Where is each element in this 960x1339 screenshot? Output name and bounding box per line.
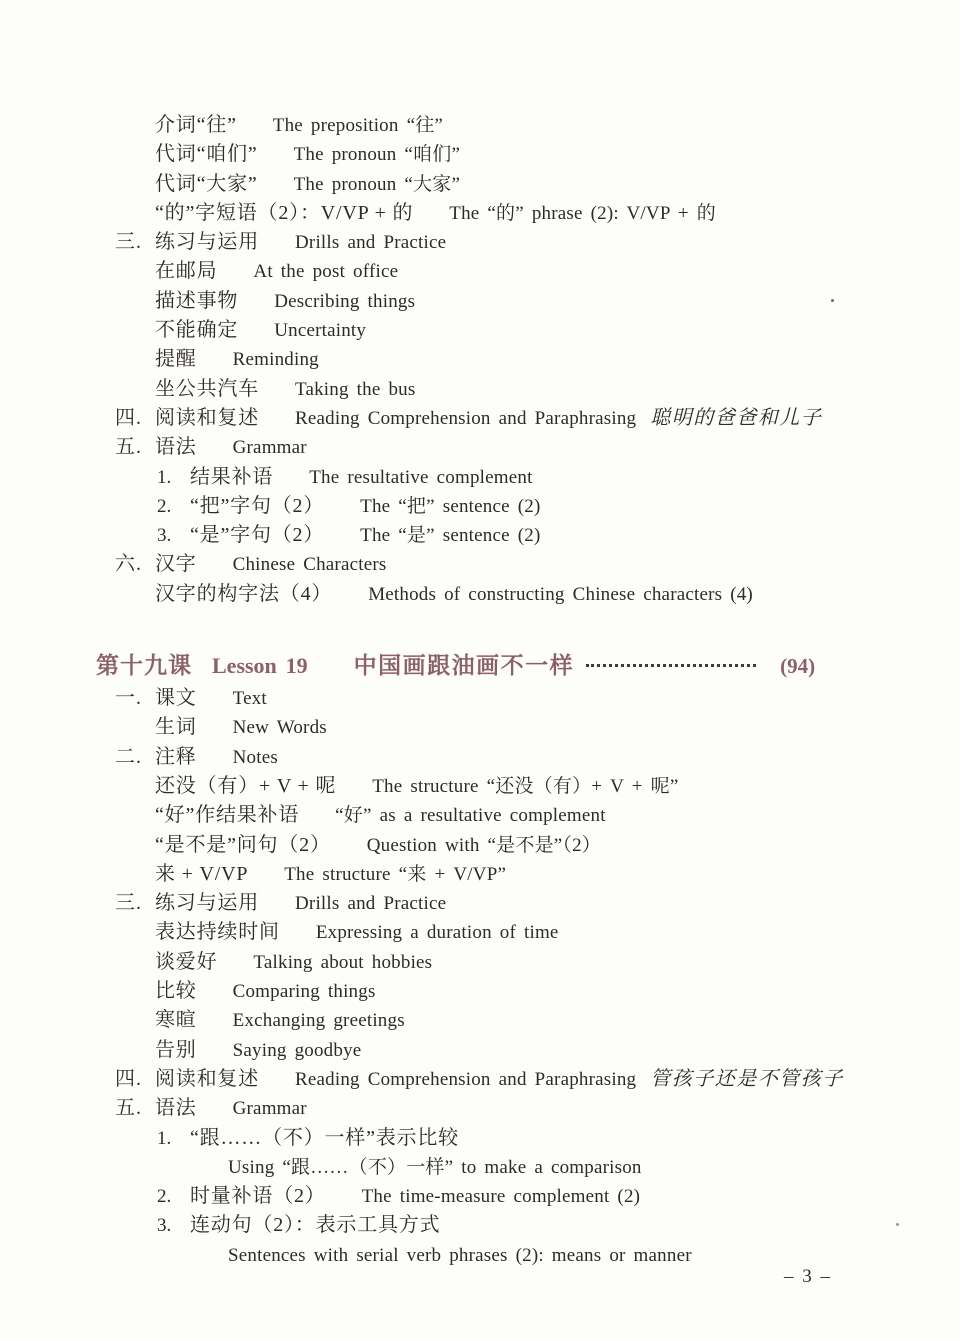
chinese-text: 连动句（2）：表示工具方式 (190, 1214, 441, 1237)
lesson-title-chinese: 中国画跟油画不一样 (353, 653, 575, 679)
english-text: The resultative complement (309, 466, 533, 488)
toc-line (0, 170, 960, 199)
chinese-text: 语法 (155, 1097, 197, 1120)
toc-line (0, 316, 960, 345)
toc-line (0, 918, 960, 947)
english-text: The time-measure complement (2) (361, 1186, 641, 1208)
english-text: Taking the bus (295, 378, 416, 400)
english-text: Using “跟……（不）一样” to make a comparison (228, 1156, 642, 1178)
english-text: New Words (232, 717, 327, 739)
english-text: Text (232, 688, 267, 710)
section-marker: 二. (115, 745, 142, 768)
chinese-text: “好”作结果补语 (155, 804, 300, 827)
section-marker: 四. (115, 1067, 142, 1090)
english-text: Expressing a duration of time (315, 922, 559, 944)
lesson-number-chinese: 第十九课 (96, 653, 192, 679)
toc-line (0, 889, 960, 918)
chinese-text: 还没（有）+ V + 呢 (155, 774, 337, 797)
chinese-text: 汉字 (155, 553, 197, 576)
chinese-text: 语法 (155, 436, 197, 459)
chinese-text: “是”字句（2） (190, 524, 325, 547)
lesson-number-english: Lesson 19 (212, 653, 308, 679)
toc-line (0, 1036, 960, 1065)
chinese-text: 介词“往” (155, 114, 237, 136)
chinese-text: 阅读和复述 (155, 406, 259, 429)
lesson-page-reference: (94) (780, 654, 816, 679)
toc-line (0, 404, 960, 433)
toc-line (0, 521, 960, 550)
lesson-19-heading (0, 647, 960, 680)
chinese-text: “的”字短语（2）：V/VP + 的 (155, 201, 414, 224)
english-text: Saying goodbye (232, 1039, 362, 1061)
toc-line (0, 375, 960, 404)
chinese-text: 坐公共汽车 (155, 377, 259, 400)
chinese-text: 汉字的构字法（4） (155, 582, 333, 605)
toc-line (0, 977, 960, 1006)
english-text: Drills and Practice (295, 232, 447, 254)
english-text: “好” as a resultative complement (335, 805, 606, 827)
english-text: The preposition “往” (272, 115, 444, 136)
scan-speck (896, 1223, 899, 1226)
english-text: Grammar (232, 1098, 307, 1120)
toc-line (0, 1182, 960, 1211)
chinese-text: 告别 (155, 1038, 197, 1061)
english-text: Reminding (232, 349, 319, 371)
english-text: The “的” phrase (2): V/VP + 的 (449, 202, 716, 224)
section-marker: 一. (115, 687, 142, 710)
english-text: Uncertainty (274, 320, 367, 342)
toc-line (0, 831, 960, 860)
chinese-text: 来 + V/VP (155, 862, 249, 885)
english-text: The structure “来 + V/VP” (284, 863, 507, 885)
item-number: 1. (157, 466, 172, 488)
chinese-text: “跟……（不）一样”表示比较 (190, 1126, 459, 1149)
english-text: Grammar (232, 437, 307, 459)
toc-line (0, 948, 960, 977)
toc-line (0, 801, 960, 830)
section-marker: 三. (115, 892, 142, 915)
toc-line (0, 580, 960, 609)
toc-line (0, 860, 960, 889)
chinese-text: 描述事物 (155, 289, 239, 312)
chinese-text: 代词“大家” (155, 172, 258, 195)
english-text: Reading Comprehension and Paraphrasing (295, 407, 637, 429)
toc-line (0, 1094, 960, 1123)
item-number: 2. (157, 495, 172, 517)
section-marker: 五. (115, 1097, 142, 1120)
lesson-19-contents-list (0, 684, 960, 1270)
chinese-text: 比较 (155, 980, 197, 1003)
toc-line (0, 228, 960, 257)
item-number: 3. (157, 525, 172, 547)
chinese-text: 阅读和复述 (155, 1067, 259, 1090)
chinese-text: “把”字句（2） (190, 494, 325, 517)
english-text: Notes (232, 746, 278, 768)
chinese-text: 课文 (155, 687, 197, 710)
toc-line (0, 287, 960, 316)
toc-line (0, 199, 960, 228)
chinese-text: 表达持续时间 (155, 921, 280, 944)
chinese-text: 结果补语 (190, 465, 274, 488)
toc-line (0, 492, 960, 521)
english-text: The “把” sentence (2) (360, 495, 541, 517)
section-marker: 五. (115, 436, 142, 459)
reading-passage-title: 聪明的爸爸和儿子 (650, 406, 823, 429)
lesson-18-contents-list (0, 111, 960, 609)
toc-line (0, 345, 960, 374)
chinese-text: “是不是”问句（2） (155, 833, 331, 856)
chinese-text: 练习与运用 (155, 892, 259, 915)
chinese-text: 寒暄 (155, 1009, 197, 1032)
chinese-text: 提醒 (155, 348, 197, 371)
toc-line (0, 550, 960, 579)
english-text: At the post office (253, 261, 399, 283)
toc-line (0, 111, 960, 140)
chinese-text: 谈爱好 (155, 950, 218, 973)
chinese-text: 不能确定 (155, 319, 239, 342)
toc-line (0, 772, 960, 801)
chinese-text: 注释 (155, 745, 197, 768)
toc-line (0, 743, 960, 772)
chinese-text: 时量补语（2） (190, 1185, 326, 1208)
english-text: The pronoun “咱们” (293, 144, 461, 166)
chinese-text: 代词“咱们” (155, 143, 258, 166)
dot-leader (586, 664, 756, 667)
section-marker: 六. (115, 553, 142, 576)
toc-line (0, 257, 960, 286)
english-text: Reading Comprehension and Paraphrasing (295, 1068, 637, 1090)
reading-passage-title: 管孩子还是不管孩子 (650, 1067, 844, 1090)
english-text: The “是” sentence (2) (360, 525, 541, 547)
english-text: Talking about hobbies (253, 951, 433, 973)
item-number: 3. (157, 1215, 172, 1237)
english-text: Sentences with serial verb phrases (2): means or manner (228, 1244, 692, 1266)
english-text: Question with “是不是”（2） (366, 834, 601, 856)
english-text: The structure “还没（有）+ V + 呢” (372, 775, 679, 797)
item-number: 2. (157, 1186, 172, 1208)
toc-line (0, 1065, 960, 1094)
english-text: Methods of constructing Chinese characters (4) (368, 583, 753, 605)
section-marker: 三. (115, 231, 142, 254)
page-number: – 3 – (784, 1266, 832, 1287)
english-text: Describing things (274, 290, 416, 312)
scan-speck (831, 299, 834, 302)
english-text: Chinese Characters (232, 554, 387, 576)
toc-line (0, 140, 960, 169)
toc-line (0, 433, 960, 462)
english-text: Comparing things (232, 981, 376, 1003)
english-text: Drills and Practice (295, 893, 447, 915)
toc-line (0, 1211, 960, 1240)
toc-line (0, 1124, 960, 1153)
item-number: 1. (157, 1127, 172, 1149)
section-marker: 四. (115, 406, 142, 429)
toc-line (0, 1153, 960, 1182)
toc-line (0, 713, 960, 742)
english-text: The pronoun “大家” (293, 173, 461, 195)
toc-line (0, 684, 960, 713)
chinese-text: 在邮局 (155, 260, 218, 283)
toc-line (0, 1006, 960, 1035)
toc-line (0, 463, 960, 492)
chinese-text: 练习与运用 (155, 231, 259, 254)
english-text: Exchanging greetings (232, 1010, 405, 1032)
chinese-text: 生词 (155, 716, 197, 739)
